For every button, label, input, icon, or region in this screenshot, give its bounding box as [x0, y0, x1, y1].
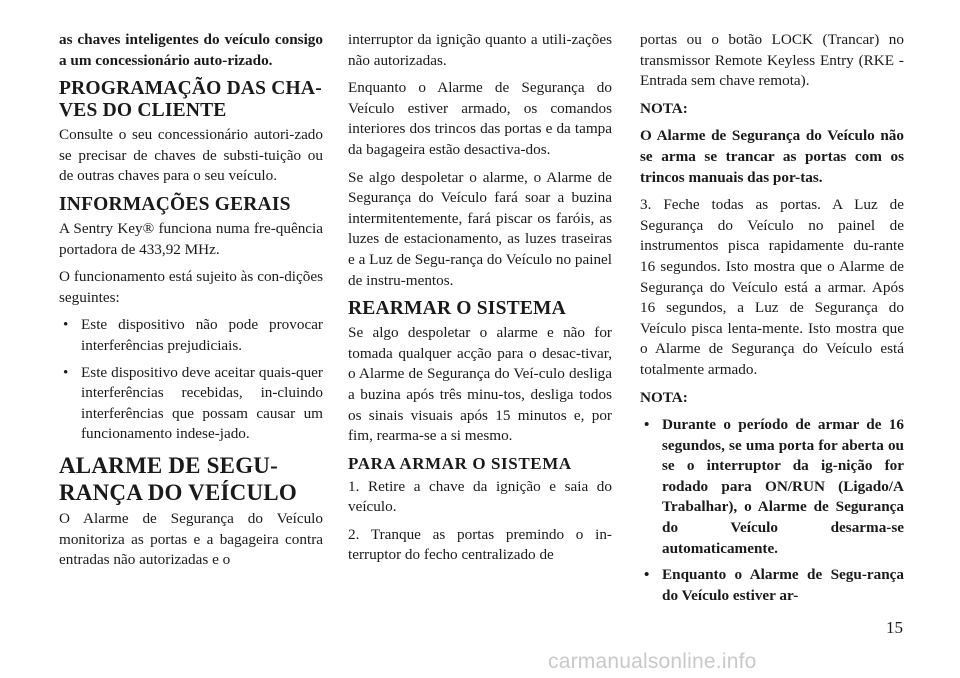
watermark: carmanualsonline.info [548, 650, 757, 673]
rearm-paragraph: Se algo despoletar o alarme e não for tomada qualquer acção para o desac-tivar, o Alarme de Segurança do Veí-culo desliga a buzina após três minu-tos, desliga todos os sinais visuais após 15 minutos e, por fim, rearma-se a si mesmo. [348, 324, 612, 445]
page-number: 15 [886, 618, 903, 637]
list-item: • Durante o período de armar de 16 segundos, se uma porta for aberta ou se o interruptor da ig-nição for rodado para ON/RUN (Ligado/A Trabalhar), o Alarme de Segurança do Veículo desarma-se automaticamente. [640, 415, 904, 559]
heading-general-info: INFORMAÇÕES GERAIS [59, 193, 291, 215]
column-right [640, 30, 904, 613]
triggered-paragraph: Se algo despoletar o alarme, o Alarme de Segurança do Veículo fará soar a buzina intermitentemente, fará piscar os faróis, as luzes de estacionamento, as luzes traseiras e a Luz de Segu-rança do Veículo no painel de instru-mentos. [348, 168, 612, 289]
heading-key-programming: PROGRAMAÇÃO DAS CHA-VES DO CLIENTE [59, 78, 322, 122]
vehicle-alarm-paragraph: O Alarme de Segurança do Veículo monitoriza as portas e a bagageira contra entradas não autorizadas e o [59, 509, 323, 569]
ignition-paragraph: interruptor da ignição quanto a utili-zações não autorizadas. [348, 31, 612, 69]
lock-paragraph: portas ou o botão LOCK (Trancar) no transmissor Remote Keyless Entry (RKE - Entrada sem chave remota). [640, 31, 904, 90]
note-label: NOTA: [640, 388, 688, 406]
column-left [59, 30, 323, 578]
conditions-list [59, 315, 323, 445]
note-list [640, 415, 904, 606]
key-programming-paragraph: Consulte o seu concessionário autori-zado se precisar de chaves de substi-tuição ou de outras chaves para o seu veículo. [59, 126, 323, 185]
armed-paragraph: Enquanto o Alarme de Segurança do Veículo estiver armado, os comandos interiores dos trincos das portas e da tampa da bagageira estão desactiva-dos. [348, 79, 612, 158]
list-item: • Este dispositivo deve aceitar quais-quer interferências recebidas, in-cluindo interferências que possam causar um funcionamento indese-jado. [59, 363, 323, 445]
step-2: 2. Tranque as portas premindo o in-terruptor do fecho centralizado de [348, 525, 612, 564]
column-middle [348, 30, 612, 573]
step-1: 1. Retire a chave da ignição e saia do veículo. [348, 477, 612, 516]
heading-arm-system: PARA ARMAR O SISTEMA [348, 453, 572, 473]
general-info-paragraph-1: A Sentry Key® funciona numa fre-quência portadora de 433,92 MHz. [59, 219, 323, 258]
list-item: • Este dispositivo não pode provocar interferências prejudiciais. [59, 315, 323, 356]
heading-rearm: REARMAR O SISTEMA [348, 298, 566, 320]
note-text: O Alarme de Segurança do Veículo não se arma se trancar as portas com os trincos manuais das por-tas. [640, 127, 904, 186]
heading-vehicle-alarm: ALARME DE SEGU-RANÇA DO VEÍCULO [59, 452, 297, 505]
general-info-paragraph-2: O funcionamento está sujeito às con-dições seguintes: [59, 268, 323, 306]
intro-paragraph: as chaves inteligentes do veículo consigo a um concessionário auto-rizado. [59, 31, 323, 69]
list-item: • Enquanto o Alarme de Segu-rança do Veículo estiver ar- [640, 565, 904, 606]
step-3: 3. Feche todas as portas. A Luz de Segurança do Veículo no painel de instrumentos pisca rapidamente du-rante 16 segundos. Isto mostra que o Alarme de Segurança do Veículo está a armar. Após 16 segundos, a Luz de Segurança do Veículo pisca lenta-mente. Isto mostra que o Alarme de Segurança do Veículo está totalmente armado. [640, 196, 904, 378]
note-label: NOTA: [640, 99, 688, 117]
